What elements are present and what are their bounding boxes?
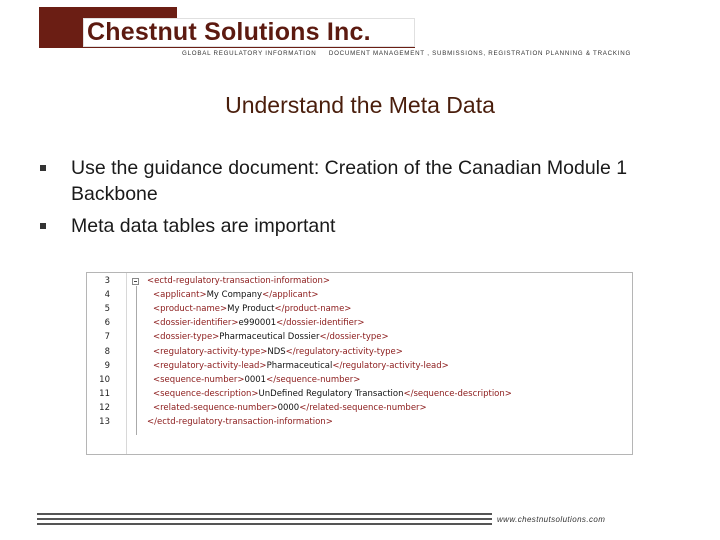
line-number: 6 xyxy=(104,318,110,329)
xml-tag: <product-name> xyxy=(153,304,228,315)
xml-tag: <regulatory-activity-type> xyxy=(153,346,268,357)
xml-value: UnDefined Regulatory Transaction xyxy=(258,388,404,399)
code-line xyxy=(147,417,333,427)
code-line xyxy=(153,403,427,413)
bullet-item xyxy=(38,155,698,207)
code-line xyxy=(153,361,449,371)
footer-rule xyxy=(37,523,492,525)
company-name: Chestnut Solutions Inc. xyxy=(87,18,371,46)
bullet-marker-icon xyxy=(40,223,46,229)
code-line xyxy=(153,347,403,357)
bullet-text: Use the guidance document: Creation of the Canadian Module 1 Backbone xyxy=(71,157,628,205)
company-logo xyxy=(83,18,415,47)
xml-tag: <dossier-type> xyxy=(153,332,220,343)
line-number-gutter xyxy=(87,273,127,454)
code-line xyxy=(153,332,389,342)
xml-tag: </regulatory-activity-lead> xyxy=(332,360,449,371)
footer-rule xyxy=(37,518,492,520)
tagline xyxy=(182,50,641,57)
slide-title: Understand the Meta Data xyxy=(225,92,495,118)
bullet-item xyxy=(38,213,698,239)
xml-tag: <regulatory-activity-lead> xyxy=(153,360,267,371)
line-number: 8 xyxy=(104,346,110,357)
line-number: 9 xyxy=(104,360,110,371)
xml-value: Pharmaceutical xyxy=(266,360,333,371)
line-number: 11 xyxy=(99,388,110,399)
xml-tag: <applicant> xyxy=(153,290,207,301)
xml-value: e990001 xyxy=(238,318,277,329)
footer-rule xyxy=(37,513,492,515)
collapse-icon xyxy=(132,278,139,285)
code-line xyxy=(147,276,330,286)
bullet-marker-icon xyxy=(40,165,46,171)
line-number: 12 xyxy=(99,402,110,413)
xml-tag: <sequence-description> xyxy=(153,388,259,399)
xml-tag: </ectd-regulatory-transaction-information> xyxy=(147,417,333,427)
xml-tag: </applicant> xyxy=(262,290,319,301)
xml-tag: </sequence-number> xyxy=(266,374,361,385)
xml-tag: <sequence-number> xyxy=(153,374,245,385)
xml-value: 0000 xyxy=(277,402,300,413)
xml-tag: <dossier-identifier> xyxy=(153,318,239,329)
line-number: 7 xyxy=(104,332,110,343)
xml-tag: </regulatory-activity-type> xyxy=(285,346,403,357)
code-line xyxy=(153,389,512,399)
code-line xyxy=(153,318,364,328)
code-line xyxy=(153,375,360,385)
tagline-part-2: DOCUMENT MANAGEMENT , SUBMISSIONS, REGISTRATION PLANNING & TRACKING xyxy=(328,50,632,57)
xml-value: NDS xyxy=(267,346,286,357)
line-number: 5 xyxy=(104,304,110,315)
xml-code-screenshot xyxy=(86,272,633,455)
xml-tag: </product-name> xyxy=(274,304,352,315)
xml-tag: </sequence-description> xyxy=(403,388,512,399)
line-number: 13 xyxy=(99,417,110,427)
fold-guide xyxy=(136,286,137,435)
xml-value: Pharmaceutical Dossier xyxy=(219,332,320,343)
footer-url: www.chestnutsolutions.com xyxy=(497,515,606,524)
code-line xyxy=(153,304,351,314)
xml-tag: </related-sequence-number> xyxy=(299,402,427,413)
line-number: 4 xyxy=(104,290,110,301)
xml-value: My Company xyxy=(206,290,263,301)
xml-tag: <related-sequence-number> xyxy=(153,402,278,413)
line-number: 3 xyxy=(104,276,110,286)
bullet-list xyxy=(38,155,698,245)
xml-tag: <ectd-regulatory-transaction-information> xyxy=(147,276,330,286)
tagline-part-1: GLOBAL REGULATORY INFORMATION xyxy=(182,50,317,57)
bullet-text: Meta data tables are important xyxy=(71,215,336,237)
line-number: 10 xyxy=(99,374,110,385)
xml-value: My Product xyxy=(227,304,275,315)
code-line xyxy=(153,290,319,300)
xml-tag: </dossier-identifier> xyxy=(276,318,365,329)
xml-value: 0001 xyxy=(244,374,267,385)
xml-tag: </dossier-type> xyxy=(319,332,389,343)
